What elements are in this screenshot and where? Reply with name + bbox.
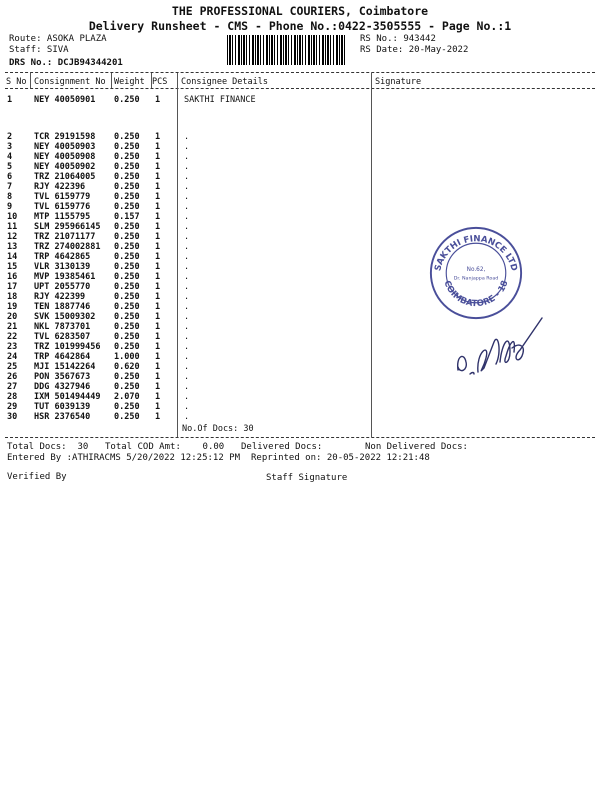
non-delivered-docs: Non Delivered Docs: bbox=[365, 442, 468, 452]
company-title: THE PROFESSIONAL COURIERS, Coimbatore bbox=[171, 4, 429, 18]
row-weight: 0.250 bbox=[114, 402, 140, 412]
row-consignment-no: TUT 6039139 bbox=[34, 402, 91, 412]
row-sno: 18 bbox=[7, 292, 18, 302]
row-consignee: . bbox=[184, 202, 190, 212]
row-consignee: . bbox=[184, 392, 190, 402]
col-header-consignment: Consignment No bbox=[34, 77, 106, 87]
row-consignment-no: TRZ 21064005 bbox=[34, 172, 96, 182]
row-consignment-no: MTP 1155795 bbox=[34, 212, 91, 222]
row-consignment-no: NEY 40050908 bbox=[34, 152, 96, 162]
row-pcs: 1 bbox=[155, 272, 161, 282]
row-pcs: 1 bbox=[155, 342, 161, 352]
row-consignment-no: TCR 29191598 bbox=[34, 132, 96, 142]
row-sno: 5 bbox=[7, 162, 13, 172]
table-row bbox=[0, 192, 600, 202]
row-weight: 0.620 bbox=[114, 362, 140, 372]
row-pcs: 1 bbox=[155, 95, 161, 105]
row-weight: 0.250 bbox=[114, 242, 140, 252]
row-pcs: 1 bbox=[155, 162, 161, 172]
row-consignee: . bbox=[184, 262, 190, 272]
row-consignee: . bbox=[184, 172, 190, 182]
row-sno: 6 bbox=[7, 172, 13, 182]
row-sno: 14 bbox=[7, 252, 18, 262]
row-weight: 0.250 bbox=[114, 162, 140, 172]
row-pcs: 1 bbox=[155, 152, 161, 162]
row-pcs: 1 bbox=[155, 142, 161, 152]
row-pcs: 1 bbox=[155, 372, 161, 382]
row-consignee: . bbox=[184, 182, 190, 192]
row-sno: 8 bbox=[7, 192, 13, 202]
row-consignment-no: TRP 4642865 bbox=[34, 252, 91, 262]
row-sno: 24 bbox=[7, 352, 18, 362]
row-sno: 4 bbox=[7, 152, 13, 162]
row-consignment-no: TRP 4642864 bbox=[34, 352, 91, 362]
row-weight: 0.250 bbox=[114, 132, 140, 142]
row-sno: 16 bbox=[7, 272, 18, 282]
reprinted-on: Reprinted on: 20-05-2022 12:21:48 bbox=[251, 453, 430, 463]
barcode bbox=[227, 35, 345, 65]
row-sno: 10 bbox=[7, 212, 18, 222]
row-weight: 0.250 bbox=[114, 172, 140, 182]
table-row bbox=[0, 182, 600, 192]
row-sno: 13 bbox=[7, 242, 18, 252]
row-pcs: 1 bbox=[155, 132, 161, 142]
row-pcs: 1 bbox=[155, 252, 161, 262]
row-consignment-no: MVP 19385461 bbox=[34, 272, 96, 282]
row-consignee: . bbox=[184, 312, 190, 322]
row-consignee: . bbox=[184, 142, 190, 152]
row-weight: 0.250 bbox=[114, 152, 140, 162]
row-consignment-no: SVK 15009302 bbox=[34, 312, 96, 322]
table-row bbox=[0, 95, 600, 105]
row-sno: 25 bbox=[7, 362, 18, 372]
route-label: Route: ASOKA PLAZA bbox=[9, 34, 107, 44]
row-sno: 1 bbox=[7, 95, 13, 105]
row-pcs: 1 bbox=[155, 332, 161, 342]
row-consignment-no: NKL 7873701 bbox=[34, 322, 91, 332]
row-consignment-no: IXM 501494449 bbox=[34, 392, 101, 402]
table-row bbox=[0, 202, 600, 212]
total-docs: Total Docs: 30 bbox=[7, 442, 89, 452]
table-row bbox=[0, 162, 600, 172]
row-sno: 30 bbox=[7, 412, 18, 422]
row-pcs: 1 bbox=[155, 392, 161, 402]
table-row bbox=[0, 142, 600, 152]
row-consignee: . bbox=[184, 352, 190, 362]
divider bbox=[5, 72, 595, 73]
column-rule bbox=[30, 73, 31, 88]
row-consignee: . bbox=[184, 132, 190, 142]
table-row bbox=[0, 212, 600, 222]
row-consignment-no: NEY 40050903 bbox=[34, 142, 96, 152]
row-pcs: 1 bbox=[155, 192, 161, 202]
row-consignment-no: NEY 40050901 bbox=[34, 95, 96, 105]
row-pcs: 1 bbox=[155, 302, 161, 312]
row-consignment-no: PON 3567673 bbox=[34, 372, 91, 382]
row-weight: 0.250 bbox=[114, 292, 140, 302]
row-consignee: . bbox=[184, 252, 190, 262]
row-consignment-no: SLM 295966145 bbox=[34, 222, 101, 232]
row-consignee: . bbox=[184, 282, 190, 292]
row-sno: 23 bbox=[7, 342, 18, 352]
row-pcs: 1 bbox=[155, 262, 161, 272]
row-weight: 0.250 bbox=[114, 202, 140, 212]
drs-number: DRS No.: DCJB94344201 bbox=[9, 58, 123, 68]
row-weight: 0.250 bbox=[114, 412, 140, 422]
row-consignee: . bbox=[184, 162, 190, 172]
table-row bbox=[0, 412, 600, 422]
row-sno: 27 bbox=[7, 382, 18, 392]
verified-by-label: Verified By bbox=[7, 472, 67, 482]
stamp-center-line2: Dr. Nanjappa Road bbox=[453, 276, 499, 282]
row-consignee: . bbox=[184, 192, 190, 202]
row-weight: 0.250 bbox=[114, 342, 140, 352]
row-weight: 0.250 bbox=[114, 262, 140, 272]
stamp-center-line1: No.62, bbox=[466, 267, 486, 274]
row-pcs: 1 bbox=[155, 292, 161, 302]
row-sno: 19 bbox=[7, 302, 18, 312]
row-weight: 0.250 bbox=[114, 272, 140, 282]
row-pcs: 1 bbox=[155, 202, 161, 212]
row-pcs: 1 bbox=[155, 352, 161, 362]
row-pcs: 1 bbox=[155, 312, 161, 322]
row-sno: 12 bbox=[7, 232, 18, 242]
row-consignment-no: TRZ 21071177 bbox=[34, 232, 96, 242]
row-consignee: . bbox=[184, 372, 190, 382]
row-pcs: 1 bbox=[155, 382, 161, 392]
row-sno: 21 bbox=[7, 322, 18, 332]
col-header-signature: Signature bbox=[375, 77, 422, 87]
row-consignee: . bbox=[184, 222, 190, 232]
row-consignment-no: VLR 3130139 bbox=[34, 262, 91, 272]
row-consignee: . bbox=[184, 152, 190, 162]
row-consignment-no: MJI 15142264 bbox=[34, 362, 96, 372]
row-consignee: . bbox=[184, 212, 190, 222]
row-consignee: . bbox=[184, 232, 190, 242]
row-sno: 2 bbox=[7, 132, 13, 142]
row-consignment-no: DDG 4327946 bbox=[34, 382, 91, 392]
entered-by: Entered By :ATHIRACMS 5/20/2022 12:25:12 PM bbox=[7, 453, 240, 463]
row-consignment-no: TVL 6159779 bbox=[34, 192, 91, 202]
row-weight: 0.250 bbox=[114, 372, 140, 382]
row-consignee: . bbox=[184, 292, 190, 302]
staff-label: Staff: SIVA bbox=[9, 45, 69, 55]
row-pcs: 1 bbox=[155, 322, 161, 332]
row-weight: 0.250 bbox=[114, 382, 140, 392]
row-sno: 29 bbox=[7, 402, 18, 412]
row-consignment-no: UPT 2055770 bbox=[34, 282, 91, 292]
row-sno: 17 bbox=[7, 282, 18, 292]
row-consignment-no: TRZ 274002881 bbox=[34, 242, 101, 252]
no-of-docs: No.Of Docs: 30 bbox=[182, 424, 254, 434]
row-consignee: . bbox=[184, 322, 190, 332]
row-sno: 26 bbox=[7, 372, 18, 382]
row-consignment-no: TRZ 101999456 bbox=[34, 342, 101, 352]
stamp-ring-top: SAKTHI FINANCE LTD bbox=[433, 234, 519, 273]
delivered-docs: Delivered Docs: bbox=[241, 442, 323, 452]
row-consignment-no: NEY 40050902 bbox=[34, 162, 96, 172]
staff-signature-label: Staff Signature bbox=[266, 473, 348, 483]
row-sno: 11 bbox=[7, 222, 18, 232]
row-pcs: 1 bbox=[155, 232, 161, 242]
row-consignment-no: RJY 422396 bbox=[34, 182, 86, 192]
row-consignee: . bbox=[184, 412, 190, 422]
row-weight: 0.250 bbox=[114, 182, 140, 192]
row-sno: 20 bbox=[7, 312, 18, 322]
row-consignee: . bbox=[184, 382, 190, 392]
row-sno: 3 bbox=[7, 142, 13, 152]
row-weight: 0.250 bbox=[114, 232, 140, 242]
row-sno: 28 bbox=[7, 392, 18, 402]
row-consignment-no: RJY 422399 bbox=[34, 292, 86, 302]
row-pcs: 1 bbox=[155, 282, 161, 292]
row-pcs: 1 bbox=[155, 222, 161, 232]
row-consignee: . bbox=[184, 342, 190, 352]
row-consignment-no: HSR 2376540 bbox=[34, 412, 91, 422]
handwritten-signature bbox=[450, 312, 550, 387]
column-rule bbox=[111, 73, 112, 88]
row-weight: 0.250 bbox=[114, 332, 140, 342]
table-row bbox=[0, 402, 600, 412]
row-consignment-no: TEN 1887746 bbox=[34, 302, 91, 312]
row-weight: 0.250 bbox=[114, 222, 140, 232]
row-consignee: . bbox=[184, 332, 190, 342]
row-sno: 15 bbox=[7, 262, 18, 272]
col-header-sno: S No bbox=[6, 77, 27, 87]
row-pcs: 1 bbox=[155, 172, 161, 182]
row-pcs: 1 bbox=[155, 212, 161, 222]
row-weight: 0.250 bbox=[114, 302, 140, 312]
rs-date: RS Date: 20-May-2022 bbox=[360, 45, 469, 55]
row-consignment-no: TVL 6283507 bbox=[34, 332, 91, 342]
row-weight: 1.000 bbox=[114, 352, 140, 362]
row-weight: 0.250 bbox=[114, 142, 140, 152]
row-sno: 22 bbox=[7, 332, 18, 342]
row-consignee: . bbox=[184, 362, 190, 372]
row-pcs: 1 bbox=[155, 182, 161, 192]
rs-number: RS No.: 943442 bbox=[360, 34, 436, 44]
row-consignee: . bbox=[184, 302, 190, 312]
row-weight: 0.250 bbox=[114, 322, 140, 332]
row-consignee: . bbox=[184, 242, 190, 252]
row-weight: 0.250 bbox=[114, 192, 140, 202]
row-sno: 9 bbox=[7, 202, 13, 212]
row-pcs: 1 bbox=[155, 402, 161, 412]
divider bbox=[5, 88, 595, 89]
row-weight: 0.250 bbox=[114, 252, 140, 262]
row-consignee: . bbox=[184, 272, 190, 282]
col-header-pcs: PCS bbox=[152, 77, 168, 87]
stamp-ring-bottom: COIMBATORE - 18 bbox=[441, 279, 511, 310]
total-cod-amount: Total COD Amt: 0.00 bbox=[105, 442, 225, 452]
row-weight: 0.157 bbox=[114, 212, 140, 222]
table-row bbox=[0, 392, 600, 402]
divider bbox=[5, 437, 595, 438]
row-consignee: SAKTHI FINANCE bbox=[184, 95, 256, 105]
col-header-consignee: Consignee Details bbox=[181, 77, 268, 87]
company-stamp bbox=[428, 225, 524, 321]
runsheet-subtitle: Delivery Runsheet - CMS - Phone No.:0422-3505555 - Page No.:1 bbox=[88, 19, 512, 33]
row-weight: 0.250 bbox=[114, 282, 140, 292]
table-row bbox=[0, 132, 600, 142]
row-weight: 2.070 bbox=[114, 392, 140, 402]
row-pcs: 1 bbox=[155, 242, 161, 252]
row-consignee: . bbox=[184, 402, 190, 412]
row-weight: 0.250 bbox=[114, 312, 140, 322]
table-row bbox=[0, 172, 600, 182]
row-sno: 7 bbox=[7, 182, 13, 192]
col-header-weight: Weight bbox=[114, 77, 145, 87]
row-consignment-no: TVL 6159776 bbox=[34, 202, 91, 212]
table-row bbox=[0, 152, 600, 162]
row-pcs: 1 bbox=[155, 412, 161, 422]
row-weight: 0.250 bbox=[114, 95, 140, 105]
row-pcs: 1 bbox=[155, 362, 161, 372]
